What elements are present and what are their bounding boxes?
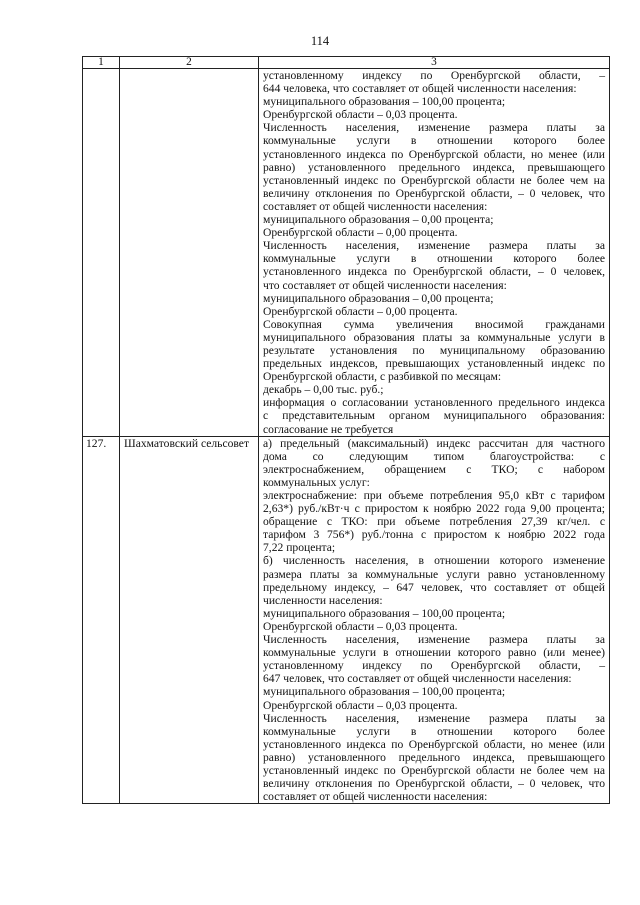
text-line: величину отклонения по Оренбургской области, – 0 человек, что xyxy=(263,777,605,791)
row-number: 127. xyxy=(83,436,120,804)
text-line: б) численность населения, в отношении которого изменение xyxy=(263,554,605,568)
text-line: электроснабжение: при объеме потребления 95,0 кВт с тарифом xyxy=(263,489,605,502)
text-line: Оренбургской области – 0,00 процента. xyxy=(263,304,458,318)
text-line: 7,22 процента; xyxy=(263,541,336,555)
text-line: установленный индекс по Оренбургской области не более чем на xyxy=(263,763,605,777)
text-line: муниципального образования – 100,00 процента; xyxy=(263,606,506,620)
text-line: коммунальные услуги в отношении которого более xyxy=(263,724,605,738)
text-line: Оренбургской области – 0,00 процента. xyxy=(263,226,458,240)
municipality-name: Шахматовский сельсовет xyxy=(120,436,259,804)
text-line: декабрь – 0,00 тыс. руб.; xyxy=(263,383,384,397)
text-line: муниципального образования – 100,00 процента; xyxy=(263,95,506,109)
text-line: Оренбургской области – 0,03 процента. xyxy=(263,619,458,633)
text-line: Численность населения, изменение размера платы за xyxy=(263,633,605,647)
row-description-cell xyxy=(259,436,610,804)
table-row-continued xyxy=(83,69,610,437)
text-line: согласование не требуется xyxy=(263,422,394,436)
text-line: коммунальные услуги в отношении которого равно (или менее) xyxy=(263,646,605,660)
column-header-1: 1 xyxy=(83,57,120,69)
text-line: составляет от общей численности населения: xyxy=(263,790,488,804)
text-line: 647 человек, что составляет от общей численности населения: xyxy=(263,672,572,686)
text-line: установленного индекса по Оренбургской области, но менее (или xyxy=(263,737,605,751)
description-text xyxy=(263,69,605,436)
text-line: установленному индексу по Оренбургской области, – xyxy=(263,69,605,82)
text-line: Совокупная сумма увеличения вносимой гражданами xyxy=(263,317,605,331)
text-line: информация о согласовании установленного предельного индекса xyxy=(263,396,605,410)
text-line: установленный индекс по Оренбургской области не более чем на xyxy=(263,173,605,187)
text-line: электроснабжением, обращением с ТКО; с набором xyxy=(263,462,605,476)
text-line: численности населения: xyxy=(263,593,383,607)
text-line: предельных индексов, превышающих установленный индекс по xyxy=(263,357,605,371)
text-line: муниципального образования – 0,00 процента; xyxy=(263,291,494,305)
text-line: величину отклонения по Оренбургской области, – 0 человек, что xyxy=(263,186,605,200)
text-line: установленного индекса по Оренбургской области, – 0 человек, xyxy=(263,265,605,279)
text-line: коммунальных услуг: xyxy=(263,475,370,489)
text-line: Оренбургской области – 0,03 процента. xyxy=(263,108,458,122)
text-line: Оренбургской области – 0,03 процента. xyxy=(263,698,458,712)
text-line: коммунальные услуги в отношении которого более xyxy=(263,134,605,148)
text-line: с представительным органом муниципального образования: xyxy=(263,409,605,423)
text-line: обращение с ТКО: при объеме потребления 27,39 кг/чел. с xyxy=(263,515,605,529)
text-line: Численность населения, изменение размера платы за xyxy=(263,711,605,725)
column-header-3: 3 xyxy=(259,57,610,69)
text-line: установленному индексу по Оренбургской области, – xyxy=(263,659,605,673)
description-text xyxy=(263,437,605,804)
text-line: установленного индекса по Оренбургской области, но менее (или xyxy=(263,147,605,161)
text-line: коммунальные услуги в отношении которого более xyxy=(263,252,605,266)
text-line: муниципального образования платы за коммунальные услуги в xyxy=(263,330,605,344)
text-line: Численность населения, изменение размера платы за xyxy=(263,239,605,253)
text-line: размера платы за коммунальные услуги равно установленному xyxy=(263,567,605,581)
text-line: результате установления по муниципальному образованию xyxy=(263,343,605,357)
row-description-cell xyxy=(259,69,610,437)
text-line: составляет от общей численности населения: xyxy=(263,199,488,213)
column-header-2: 2 xyxy=(120,57,259,69)
text-line: муниципального образования – 100,00 процента; xyxy=(263,685,506,699)
text-line: предельному индексу, – 647 человек, что составляет от общей xyxy=(263,580,605,594)
text-line: 644 человека, что составляет от общей численности населения: xyxy=(263,82,577,96)
table-row-127 xyxy=(83,436,610,804)
text-line: дома со следующим типом благоустройства: с xyxy=(263,449,605,463)
text-line: Численность населения, изменение размера платы за xyxy=(263,121,605,135)
text-line: тарифом 3 756*) руб./тонна с приростом к ноябрю 2022 года xyxy=(263,528,605,542)
table-header-row xyxy=(83,57,610,69)
text-line: равно) установленного предельного индекса, превышающего xyxy=(263,160,605,174)
row-name-cell xyxy=(120,69,259,437)
document-table xyxy=(82,56,610,804)
text-line: Оренбургской области, с разбивкой по месяцам: xyxy=(263,370,502,384)
text-line: а) предельный (максимальный) индекс рассчитан для частного xyxy=(263,436,605,450)
page-number: 114 xyxy=(310,34,330,48)
text-line: что составляет от общей численности населения: xyxy=(263,278,507,292)
text-line: 2,63*) руб./кВт·ч с приростом к ноябрю 2022 года 9,00 процента; xyxy=(263,502,605,516)
text-line: равно) установленного предельного индекса, превышающего xyxy=(263,750,605,764)
row-number-cell xyxy=(83,69,120,437)
text-line: муниципального образования – 0,00 процента; xyxy=(263,213,494,227)
